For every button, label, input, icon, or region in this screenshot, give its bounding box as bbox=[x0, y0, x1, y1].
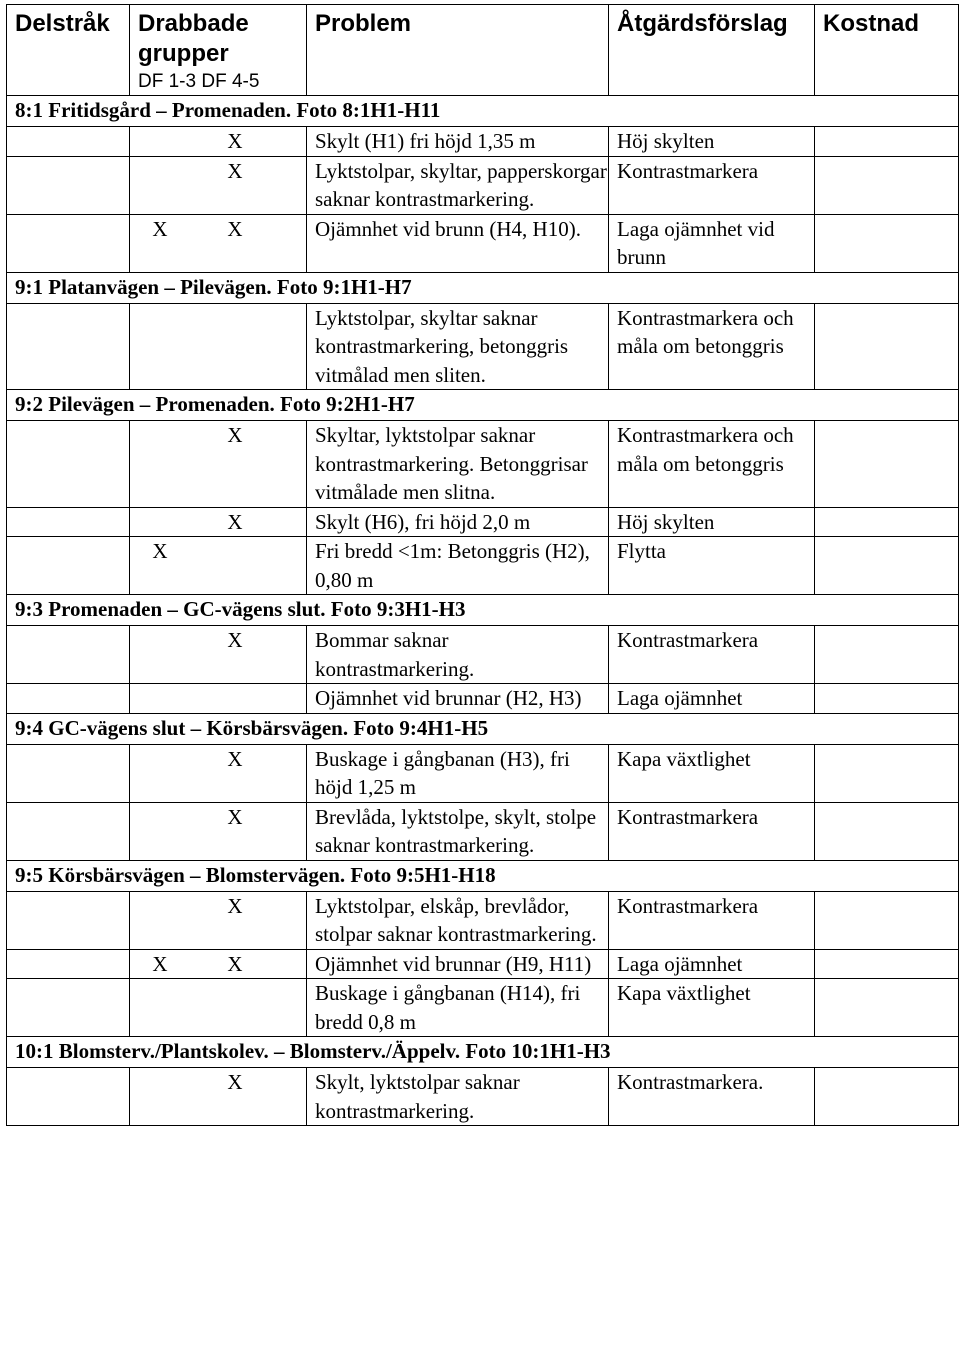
table-row bbox=[7, 626, 959, 684]
kostnad-cell bbox=[815, 744, 959, 802]
table-row bbox=[7, 303, 959, 390]
problem-cell: Bommar saknar kontrastmarkering. bbox=[307, 626, 609, 684]
table-row bbox=[7, 537, 959, 595]
section-row bbox=[7, 1037, 959, 1068]
table-row bbox=[7, 127, 959, 157]
delstrak-cell bbox=[7, 802, 130, 860]
problem-cell: Skylt (H1) fri höjd 1,35 m bbox=[307, 127, 609, 157]
delstrak-cell bbox=[7, 537, 130, 595]
kostnad-cell bbox=[815, 802, 959, 860]
delstrak-cell bbox=[7, 214, 130, 272]
section-title: 10:1 Blomsterv./Plantskolev. – Blomsterv./Äppelv. Foto 10:1H1-H3 bbox=[7, 1037, 959, 1068]
delstrak-cell bbox=[7, 421, 130, 508]
table-row bbox=[7, 1068, 959, 1126]
df45-mark: X bbox=[227, 158, 243, 183]
kostnad-cell bbox=[815, 1068, 959, 1126]
atgard-cell: Kontrastmarkera bbox=[609, 626, 815, 684]
problem-cell: Ojämnhet vid brunnar (H9, H11) bbox=[307, 949, 609, 979]
section-title: 9:5 Körsbärsvägen – Blomstervägen. Foto 9:5H1-H18 bbox=[7, 860, 959, 891]
drabbade-cell bbox=[130, 214, 307, 272]
atgard-cell: Kontrastmarkera. bbox=[609, 1068, 815, 1126]
delstrak-cell bbox=[7, 127, 130, 157]
atgard-cell: Kapa växtlighet bbox=[609, 744, 815, 802]
problem-cell: Skyltar, lyktstolpar saknar kontrastmarkering. Betonggrisar vitmålade men slitna. bbox=[307, 421, 609, 508]
df45-mark: X bbox=[227, 509, 243, 534]
problem-cell: Buskage i gångbanan (H14), fri bredd 0,8 m bbox=[307, 979, 609, 1037]
header-drabbade bbox=[130, 5, 307, 96]
drabbade-cell bbox=[130, 303, 307, 390]
kostnad-cell bbox=[815, 626, 959, 684]
kostnad-cell bbox=[815, 537, 959, 595]
section-row bbox=[7, 96, 959, 127]
kostnad-cell bbox=[815, 979, 959, 1037]
atgard-cell: Höj skylten bbox=[609, 127, 815, 157]
drabbade-cell bbox=[130, 979, 307, 1037]
section-title: 9:3 Promenaden – GC-vägens slut. Foto 9:3H1-H3 bbox=[7, 595, 959, 626]
drabbade-cell bbox=[130, 949, 307, 979]
kostnad-cell bbox=[815, 507, 959, 537]
kostnad-cell bbox=[815, 214, 959, 272]
section-title: 9:4 GC-vägens slut – Körsbärsvägen. Foto 9:4H1-H5 bbox=[7, 713, 959, 744]
kostnad-cell bbox=[815, 156, 959, 214]
atgard-cell: Kontrastmarkera och måla om betonggris bbox=[609, 303, 815, 390]
section-row bbox=[7, 713, 959, 744]
drabbade-cell bbox=[130, 684, 307, 714]
table-row bbox=[7, 684, 959, 714]
drabbade-cell bbox=[130, 626, 307, 684]
table-row bbox=[7, 891, 959, 949]
kostnad-cell bbox=[815, 684, 959, 714]
section-row bbox=[7, 860, 959, 891]
table-row bbox=[7, 214, 959, 272]
header-drabbade-label: Drabbade grupper bbox=[138, 10, 249, 67]
section-title: 8:1 Fritidsgård – Promenaden. Foto 8:1H1-H11 bbox=[7, 96, 959, 127]
header-delstrak: Delstråk bbox=[7, 5, 130, 96]
kostnad-cell bbox=[815, 891, 959, 949]
table-row bbox=[7, 507, 959, 537]
problem-cell: Skylt, lyktstolpar saknar kontrastmarkering. bbox=[307, 1068, 609, 1126]
delstrak-cell bbox=[7, 744, 130, 802]
drabbade-cell bbox=[130, 156, 307, 214]
table-body bbox=[7, 96, 959, 1126]
problem-cell: Ojämnhet vid brunnar (H2, H3) bbox=[307, 684, 609, 714]
drabbade-cell bbox=[130, 744, 307, 802]
delstrak-cell bbox=[7, 891, 130, 949]
drabbade-cell bbox=[130, 127, 307, 157]
delstrak-cell bbox=[7, 949, 130, 979]
drabbade-cell bbox=[130, 507, 307, 537]
problem-cell: Fri bredd <1m: Betonggris (H2), 0,80 m bbox=[307, 537, 609, 595]
drabbade-cell bbox=[130, 421, 307, 508]
kostnad-cell bbox=[815, 303, 959, 390]
atgard-cell: Laga ojämnhet vid brunn bbox=[609, 214, 815, 272]
delstrak-cell bbox=[7, 507, 130, 537]
df45-mark: X bbox=[227, 804, 243, 829]
kostnad-cell bbox=[815, 949, 959, 979]
atgard-cell: Kontrastmarkera bbox=[609, 156, 815, 214]
df45-mark: X bbox=[227, 216, 243, 241]
atgard-cell: Kontrastmarkera och måla om betonggris bbox=[609, 421, 815, 508]
df13-mark: X bbox=[152, 539, 168, 563]
drabbade-cell bbox=[130, 891, 307, 949]
table-row bbox=[7, 421, 959, 508]
df45-mark: X bbox=[227, 423, 243, 447]
df45-mark: X bbox=[227, 1070, 243, 1094]
problem-cell: Ojämnhet vid brunn (H4, H10). bbox=[307, 214, 609, 272]
section-title: 9:1 Platanvägen – Pilevägen. Foto 9:1H1-H7 bbox=[7, 272, 959, 303]
section-row bbox=[7, 272, 959, 303]
header-df-groups: DF 1-3 DF 4-5 bbox=[138, 71, 260, 92]
atgard-cell: Kapa växtlighet bbox=[609, 979, 815, 1037]
df13-mark: X bbox=[152, 216, 168, 241]
atgard-cell: Kontrastmarkera bbox=[609, 891, 815, 949]
delstrak-cell bbox=[7, 684, 130, 714]
kostnad-cell bbox=[815, 421, 959, 508]
section-row bbox=[7, 595, 959, 626]
delstrak-cell bbox=[7, 626, 130, 684]
atgard-cell: Flytta bbox=[609, 537, 815, 595]
drabbade-cell bbox=[130, 1068, 307, 1126]
atgard-cell: Höj skylten bbox=[609, 507, 815, 537]
atgard-cell: Kontrastmarkera bbox=[609, 802, 815, 860]
delstrak-cell bbox=[7, 979, 130, 1037]
drabbade-cell bbox=[130, 802, 307, 860]
df45-mark: X bbox=[227, 951, 243, 976]
accessibility-table bbox=[6, 4, 959, 1126]
header-problem: Problem bbox=[307, 5, 609, 96]
table-row bbox=[7, 979, 959, 1037]
problem-cell: Lyktstolpar, skyltar, papperskorgar saknar kontrastmarkering. bbox=[307, 156, 609, 214]
problem-cell: Skylt (H6), fri höjd 2,0 m bbox=[307, 507, 609, 537]
delstrak-cell bbox=[7, 303, 130, 390]
section-row bbox=[7, 390, 959, 421]
kostnad-cell bbox=[815, 127, 959, 157]
section-title: 9:2 Pilevägen – Promenaden. Foto 9:2H1-H7 bbox=[7, 390, 959, 421]
df45-mark: X bbox=[227, 746, 243, 771]
drabbade-cell bbox=[130, 537, 307, 595]
problem-cell: Lyktstolpar, skyltar saknar kontrastmarkering, betonggris vitmålad men sliten. bbox=[307, 303, 609, 390]
atgard-cell: Laga ojämnhet bbox=[609, 949, 815, 979]
problem-cell: Brevlåda, lyktstolpe, skylt, stolpe saknar kontrastmarkering. bbox=[307, 802, 609, 860]
table-row bbox=[7, 744, 959, 802]
problem-cell: Lyktstolpar, elskåp, brevlådor, stolpar saknar kontrastmarkering. bbox=[307, 891, 609, 949]
atgard-cell: Laga ojämnhet bbox=[609, 684, 815, 714]
table-row bbox=[7, 156, 959, 214]
df45-mark: X bbox=[227, 893, 243, 918]
df13-mark: X bbox=[152, 951, 168, 976]
df45-mark: X bbox=[227, 628, 243, 652]
header-row bbox=[7, 5, 959, 96]
header-kostnad: Kostnad bbox=[815, 5, 959, 96]
table-row bbox=[7, 949, 959, 979]
table-row bbox=[7, 802, 959, 860]
header-atgard: Åtgärdsförslag bbox=[609, 5, 815, 96]
delstrak-cell bbox=[7, 156, 130, 214]
problem-cell: Buskage i gångbanan (H3), fri höjd 1,25 m bbox=[307, 744, 609, 802]
delstrak-cell bbox=[7, 1068, 130, 1126]
df45-mark: X bbox=[227, 129, 243, 153]
